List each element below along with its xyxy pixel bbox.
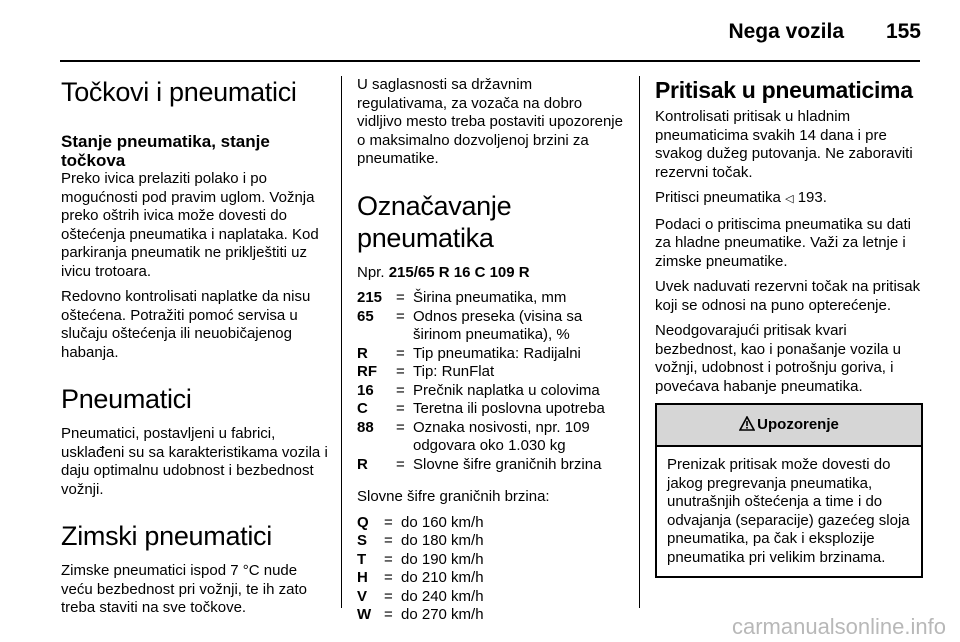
column-1 (61, 76, 329, 616)
pressure-ref-prefix: Pritisci pneumatika (655, 189, 786, 206)
speed-key: W (357, 606, 372, 623)
speed-key: T (357, 550, 367, 568)
warning-text: Prenizak pritisak može dovesti do jakog pregrevanja pneumatika, unutrašnjih oštećenja a time i do odvajanja (separacije) gazećeg sloja pneumatika, pa čak i eksplozije pneumatika pri velikim brzinama. (667, 456, 910, 566)
table-row (357, 308, 625, 345)
header-title: Nega vozila (728, 20, 844, 43)
marking-desc: Tip pneumatika: Radijalni (413, 344, 581, 362)
table-row (357, 382, 625, 401)
marking-desc: Oznaka nosivosti, npr. 109 odgovara oko 1.030 kg (413, 418, 590, 454)
page-header (0, 0, 960, 62)
paragraph-spare-tire: Uvek naduvati rezervni točak na pritisak koji se odnosi na puno opterećenje. (655, 278, 921, 314)
page-number: 155 (885, 20, 921, 43)
page-reference-triangle-icon[interactable]: ◁ (785, 193, 794, 205)
equals-sign: = (396, 363, 405, 380)
equals-sign: = (396, 289, 405, 306)
heading-tire-pressure: Pritisak u pneumaticima (655, 77, 913, 103)
column-divider-2 (639, 76, 640, 608)
equals-sign: = (396, 455, 405, 473)
heading-tires-wheels: Točkovi i pneumatici (61, 77, 297, 107)
paragraph-rims-check: Redovno kontrolisati naplatke da nisu oštećena. Potražiti pomoć servisa u slučaju oštećenja ili neuobičajenog habanja. (61, 288, 311, 361)
equals-sign: = (396, 418, 405, 436)
marking-desc: Odnos preseka (visina sa širinom pneumatika), % (413, 307, 583, 343)
speed-desc: do 190 km/h (401, 550, 484, 568)
table-row (357, 569, 625, 588)
column-divider-1 (341, 76, 342, 608)
marking-desc: Prečnik naplatka u colovima (413, 381, 600, 399)
marking-desc: Tip: RunFlat (413, 363, 495, 380)
equals-sign: = (396, 381, 405, 399)
speed-desc: do 160 km/h (401, 513, 484, 531)
warning-triangle-icon (739, 416, 755, 431)
table-row (357, 363, 625, 382)
table-row (357, 606, 625, 625)
example-code: 215/65 R 16 C 109 R (388, 263, 530, 281)
equals-sign: = (384, 606, 393, 623)
paragraph-pressure-ref (655, 189, 923, 209)
equals-sign: = (396, 400, 405, 417)
column-2 (357, 76, 625, 623)
equals-sign: = (384, 569, 393, 586)
speed-key: H (357, 569, 368, 586)
heading-tires: Pneumatici (61, 384, 192, 414)
marking-key: 215 (357, 289, 383, 306)
marking-key: 88 (357, 418, 374, 436)
heading-tire-marking: Označavanje pneumatika (357, 190, 512, 253)
equals-sign: = (384, 550, 393, 568)
table-row (357, 588, 625, 607)
column-3 (655, 76, 923, 612)
marking-key: 65 (357, 307, 374, 325)
tire-marking-table (357, 289, 625, 474)
equals-sign: = (396, 344, 405, 362)
table-row (357, 456, 625, 475)
equals-sign: = (384, 513, 393, 531)
paragraph-winter-tires: Zimske pneumatici ispod 7 °C nude veću bezbednost pri vožnji, te ih zato treba staviti na sve točkove. (61, 562, 307, 616)
marking-key: R (357, 344, 368, 362)
marking-key: R (357, 455, 368, 473)
speed-desc: do 240 km/h (401, 587, 484, 605)
warning-title: Upozorenje (757, 416, 839, 433)
marking-desc: Širina pneumatika, mm (413, 289, 567, 306)
equals-sign: = (396, 307, 405, 325)
pressure-ref-page: 193. (793, 189, 827, 206)
table-row (357, 400, 625, 419)
table-row (357, 289, 625, 308)
warning-box (655, 403, 923, 578)
paragraph-factory-tires: Pneumatici, postavljeni u fabrici, usklađeni su sa karakteristikama vozila i daju optimalnu udobnost i bezbednost vožnji. (61, 425, 328, 498)
marking-key: RF (357, 363, 377, 380)
table-row (357, 532, 625, 551)
table-row (357, 345, 625, 364)
speed-codes-intro: Slovne šifre graničnih brzina: (357, 488, 550, 505)
marking-key: 16 (357, 381, 374, 399)
speed-codes-table (357, 514, 625, 625)
marking-desc: Slovne šifre graničnih brzina (413, 455, 602, 473)
equals-sign: = (384, 532, 393, 549)
watermark: carmanualsonline.info (731, 614, 946, 639)
table-row (357, 514, 625, 533)
table-row (357, 419, 625, 456)
paragraph-speed-warning: U saglasnosti sa državnim regulativama, za vozača na dobro vidljivo mesto treba postaviti upozorenje o maksimalno dozvoljenoj brzini za pneumatike. (357, 76, 623, 167)
heading-winter-tires: Zimski pneumatici (61, 521, 272, 551)
speed-desc: do 270 km/h (401, 606, 484, 623)
paragraph-wrong-pressure: Neodgovarajući pritisak kvari bezbednost, kao i ponašanje vozila u vožnji, udobnost i potrošnju goriva, i povećava habanje pneumatika. (655, 322, 902, 395)
speed-key: V (357, 587, 368, 605)
paragraph-cold-tires: Podaci o pritiscima pneumatika su dati za hladne pneumatike. Važi za letnje i zimske pneumatike. (655, 215, 911, 270)
speed-desc: do 210 km/h (401, 569, 484, 586)
heading-tire-condition: Stanje pneumatika, stanje točkova (61, 132, 270, 170)
speed-desc: do 180 km/h (401, 532, 484, 549)
paragraph-curbs: Preko ivica prelaziti polako i po mogućnosti pod pravim uglom. Vožnja preko oštrih ivica može dovesti do oštećenja pneumatika i naplataka. Kod parkiranja pneumatik ne priklještiti uz ivicu trotoara. (61, 170, 319, 280)
table-row (357, 551, 625, 570)
warning-header (657, 405, 921, 447)
paragraph-check-pressure: Kontrolisati pritisak u hladnim pneumaticima svakih 14 dana i pre svakog dužeg putovanja. Ne zaboraviti rezervni točak. (655, 108, 913, 181)
marking-desc: Teretna ili poslovna upotreba (413, 400, 605, 417)
speed-key: Q (357, 513, 369, 531)
speed-key: S (357, 532, 368, 549)
tire-code-example (357, 264, 625, 283)
header-divider (60, 60, 920, 62)
marking-key: C (357, 400, 368, 417)
equals-sign: = (384, 587, 393, 605)
example-prefix: Npr. (357, 263, 389, 281)
